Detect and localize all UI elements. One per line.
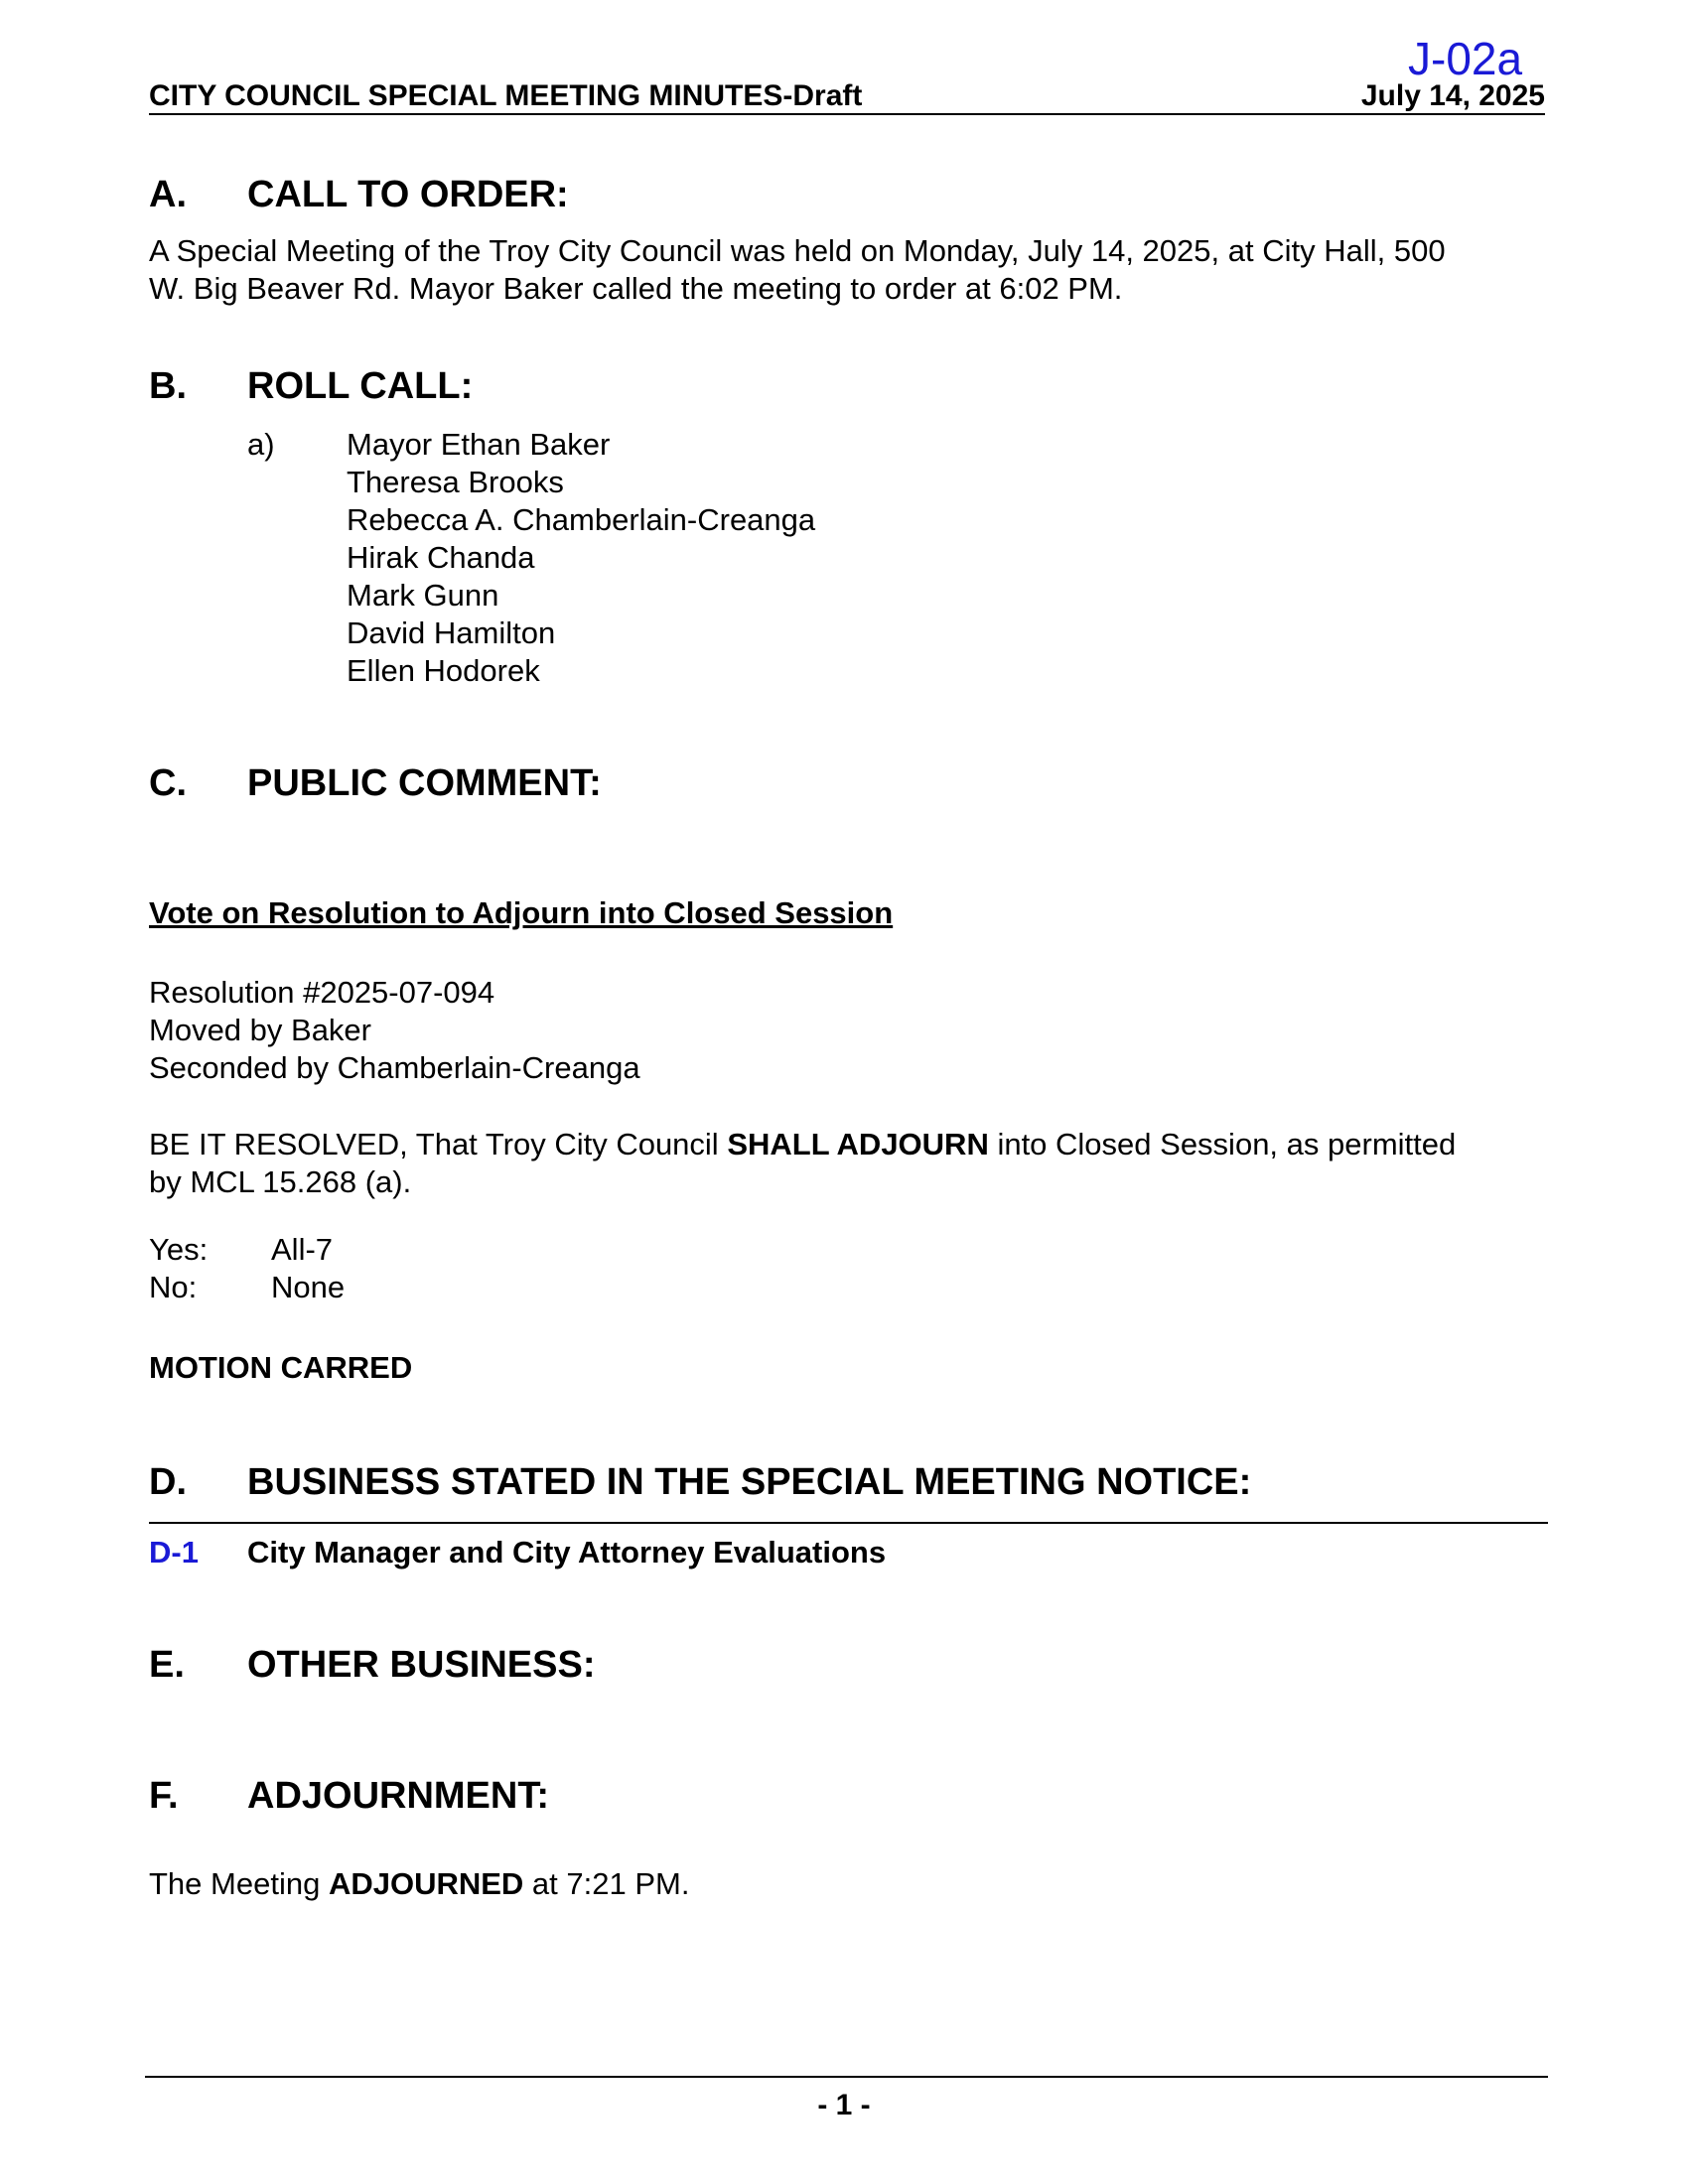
header-title: CITY COUNCIL SPECIAL MEETING MINUTES-Draft [149, 79, 863, 112]
resolution-text-line-1 [149, 1126, 1456, 1163]
adjournment-text-suffix: at 7:21 PM. [523, 1866, 690, 1901]
vote-yes-label: Yes: [149, 1232, 209, 1267]
resolution-text-bold: SHALL ADJOURN [727, 1127, 989, 1161]
adjournment-text-prefix: The Meeting [149, 1866, 329, 1901]
page-number: - 1 - [817, 2089, 871, 2121]
roll-call-member: Mayor Ethan Baker [347, 427, 611, 462]
section-b-letter: B. [149, 365, 187, 407]
section-e-letter: E. [149, 1644, 185, 1686]
resolution-moved-by: Moved by Baker [149, 1013, 371, 1047]
document-tag: J-02a [1408, 33, 1523, 84]
resolution-text [149, 1126, 1456, 1201]
roll-call-list [347, 426, 815, 690]
roll-call-member: Mark Gunn [347, 578, 499, 613]
agenda-item-number: D-1 [149, 1535, 199, 1570]
resolution-details [149, 974, 640, 1087]
resolution-text-suffix: into Closed Session, as permitted [988, 1127, 1457, 1161]
vote-heading: Vote on Resolution to Adjourn into Closed Session [149, 895, 894, 930]
header-rule [149, 113, 1545, 115]
section-d-letter: D. [149, 1461, 187, 1503]
vote-yes-value: All-7 [271, 1232, 334, 1267]
resolution-text-prefix: BE IT RESOLVED, That Troy City Council [149, 1127, 728, 1161]
section-e-title: OTHER BUSINESS: [247, 1644, 596, 1686]
call-to-order-text [149, 232, 1446, 308]
footer-rule [145, 2076, 1548, 2078]
roll-call-list-marker: a) [247, 427, 275, 462]
section-c-title: PUBLIC COMMENT: [247, 762, 602, 804]
roll-call-member: Ellen Hodorek [347, 653, 540, 688]
roll-call-member: Theresa Brooks [347, 465, 564, 499]
resolution-text-line-2: by MCL 15.268 (a). [149, 1164, 412, 1199]
section-f-title: ADJOURNMENT: [247, 1775, 549, 1817]
adjournment-text [149, 1865, 689, 1903]
call-to-order-line-1: A Special Meeting of the Troy City Council was held on Monday, July 14, 2025, at City Hall, 500 [149, 233, 1446, 268]
section-f-letter: F. [149, 1775, 179, 1817]
agenda-item-title: City Manager and City Attorney Evaluations [247, 1535, 887, 1570]
header-date: July 14, 2025 [1360, 79, 1545, 112]
section-a-letter: A. [149, 174, 187, 215]
section-d-rule [149, 1522, 1548, 1524]
resolution-number: Resolution #2025-07-094 [149, 975, 495, 1010]
adjournment-text-bold: ADJOURNED [328, 1866, 524, 1901]
roll-call-member: David Hamilton [347, 615, 556, 650]
vote-no-label: No: [149, 1270, 198, 1304]
resolution-seconded-by: Seconded by Chamberlain-Creanga [149, 1050, 640, 1085]
section-d-title: BUSINESS STATED IN THE SPECIAL MEETING NOTICE: [247, 1461, 1252, 1503]
section-a-title: CALL TO ORDER: [247, 174, 569, 215]
motion-result: MOTION CARRED [149, 1350, 413, 1385]
roll-call-member: Hirak Chanda [347, 540, 535, 575]
section-c-letter: C. [149, 762, 187, 804]
section-b-title: ROLL CALL: [247, 365, 474, 407]
vote-no-value: None [271, 1270, 346, 1304]
call-to-order-line-2: W. Big Beaver Rd. Mayor Baker called the meeting to order at 6:02 PM. [149, 271, 1123, 306]
roll-call-member: Rebecca A. Chamberlain-Creanga [347, 502, 816, 537]
